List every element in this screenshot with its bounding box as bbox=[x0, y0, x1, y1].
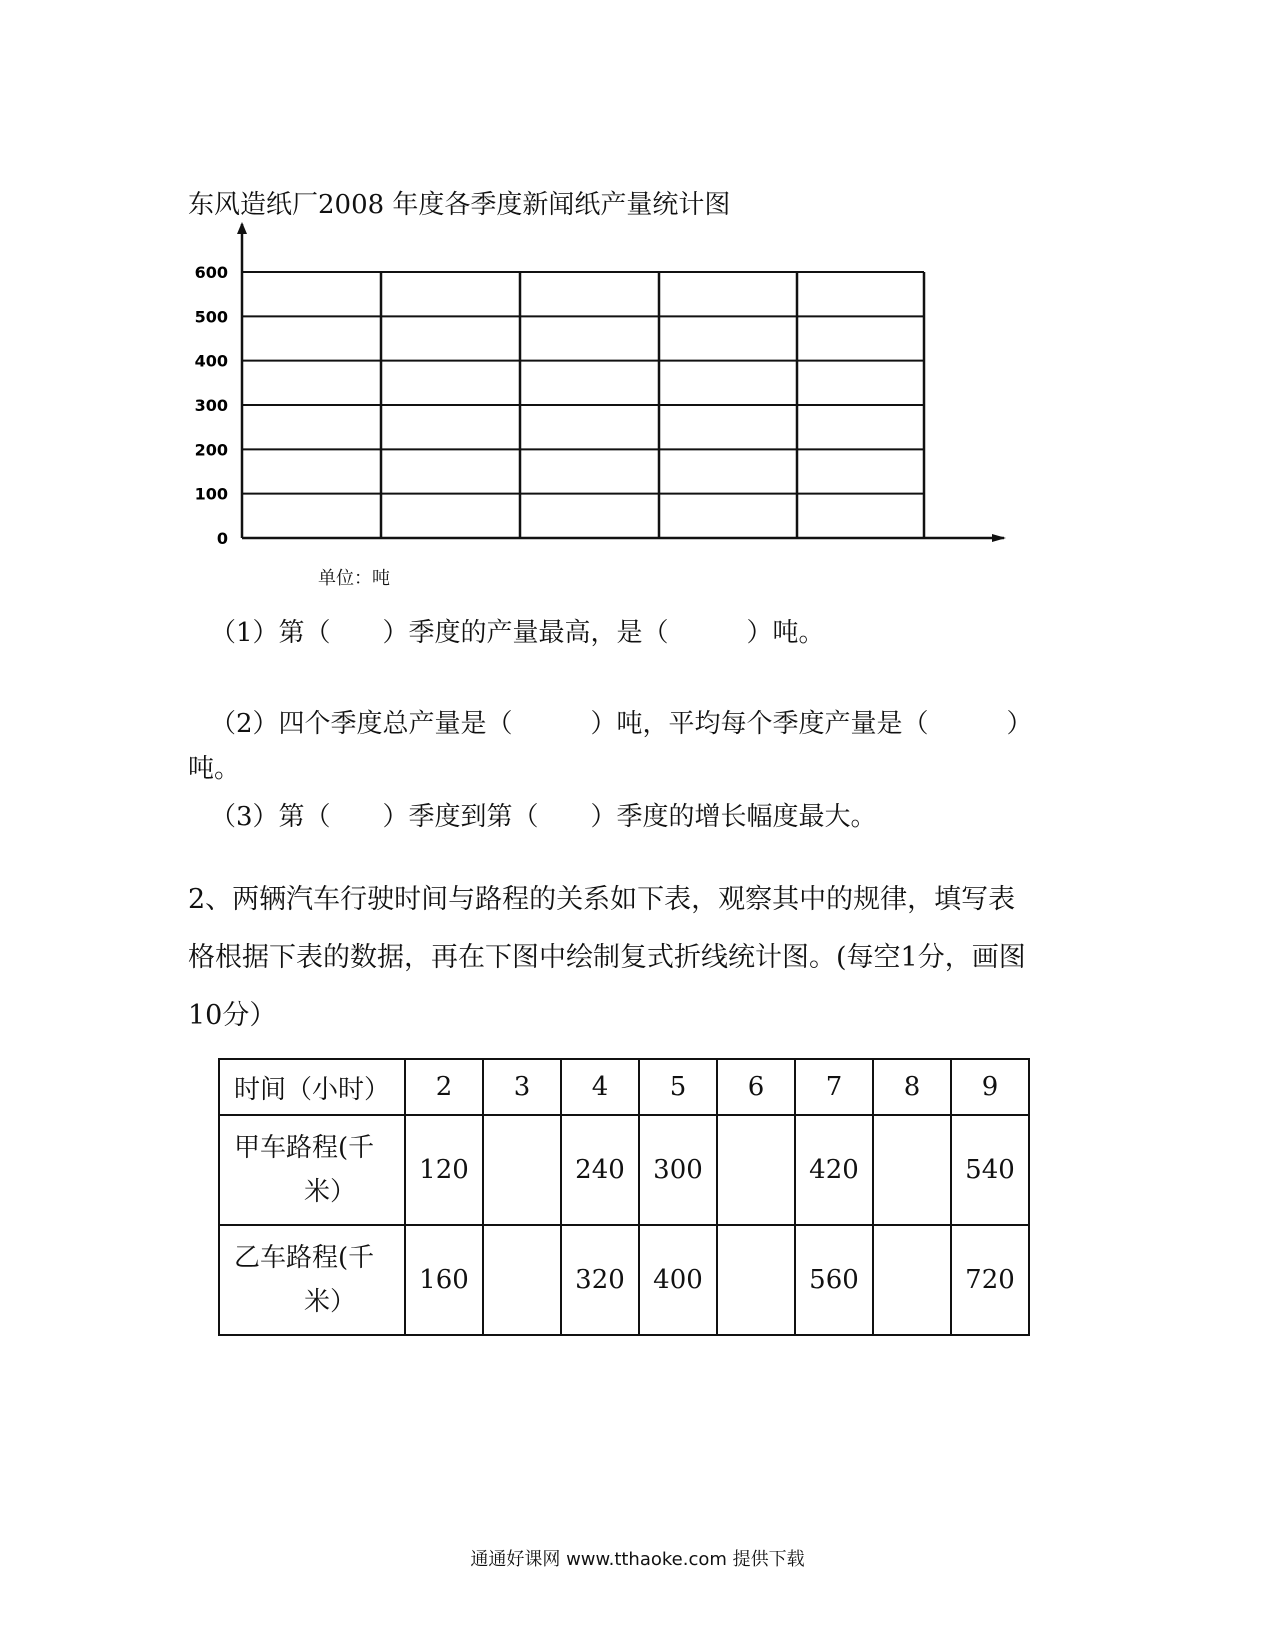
question-2-line-1: （2）四个季度总产量是（ ）吨，平均每个季度产量是（ ） bbox=[210, 709, 1033, 739]
y-axis-arrow-icon bbox=[237, 222, 247, 234]
distance-cell: 560 bbox=[795, 1225, 873, 1335]
distance-cell[interactable] bbox=[483, 1115, 561, 1225]
x-axis-arrow-icon bbox=[992, 534, 1006, 542]
row-label-car-a-line-2: 米） bbox=[304, 1177, 357, 1207]
footer: 通通好课网 www.tthaoke.com 提供下载 bbox=[470, 1549, 805, 1570]
table-row-car-a bbox=[219, 1115, 1029, 1225]
distance-cell: 720 bbox=[951, 1225, 1029, 1335]
question-2-line-2: 吨。 bbox=[188, 754, 241, 784]
distance-cell[interactable] bbox=[717, 1115, 795, 1225]
chart-title: 东风造纸厂2008 年度各季度新闻纸产量统计图 bbox=[188, 190, 731, 220]
hour-cell: 3 bbox=[483, 1059, 561, 1115]
y-tick-label: 500 bbox=[194, 307, 228, 327]
table-header-row bbox=[219, 1059, 1029, 1115]
distance-cell[interactable] bbox=[873, 1225, 951, 1335]
row-label-car-b bbox=[219, 1225, 405, 1335]
table-row-car-b bbox=[219, 1225, 1029, 1335]
y-tick-label: 0 bbox=[216, 529, 228, 548]
y-tick-label: 200 bbox=[194, 440, 228, 460]
chart-grid bbox=[242, 272, 924, 538]
distance-cell: 120 bbox=[405, 1115, 483, 1225]
distance-cell: 540 bbox=[951, 1115, 1029, 1225]
row-label-car-b-line-2: 米） bbox=[304, 1287, 357, 1317]
problem-2-line-1: 2、两辆汽车行驶时间与路程的关系如下表，观察其中的规律，填写表 bbox=[188, 884, 1016, 915]
distance-cell: 320 bbox=[561, 1225, 639, 1335]
hour-cell: 4 bbox=[561, 1059, 639, 1115]
distance-cell: 240 bbox=[561, 1115, 639, 1225]
distance-cell: 160 bbox=[405, 1225, 483, 1335]
hour-cell: 2 bbox=[405, 1059, 483, 1115]
distance-cell[interactable] bbox=[873, 1115, 951, 1225]
y-tick-label: 600 bbox=[194, 263, 228, 282]
hour-cell: 9 bbox=[951, 1059, 1029, 1115]
row-label-car-b-line-1: 乙车路程(千 bbox=[234, 1243, 375, 1273]
chart-y-tick-labels bbox=[195, 263, 228, 548]
problem-2-line-2: 格根据下表的数据，再在下图中绘制复式折线统计图。(每空1分，画图 bbox=[188, 942, 1026, 973]
distance-cell: 420 bbox=[795, 1115, 873, 1225]
hour-cell: 8 bbox=[873, 1059, 951, 1115]
distance-cell[interactable] bbox=[717, 1225, 795, 1335]
distance-cell: 400 bbox=[639, 1225, 717, 1335]
distance-cell[interactable] bbox=[483, 1225, 561, 1335]
hour-cell: 5 bbox=[639, 1059, 717, 1115]
question-3: （3）第（ ）季度到第（ ）季度的增长幅度最大。 bbox=[210, 802, 877, 832]
row-label-car-a bbox=[219, 1115, 405, 1225]
unit-label: 单位：吨 bbox=[318, 568, 390, 589]
problem-2-line-3: 10分） bbox=[188, 1000, 277, 1031]
hour-cell: 6 bbox=[717, 1059, 795, 1115]
y-tick-label: 300 bbox=[194, 396, 228, 415]
distance-cell: 300 bbox=[639, 1115, 717, 1225]
header-label: 时间（小时） bbox=[219, 1059, 405, 1115]
row-label-car-a-line-1: 甲车路程(千 bbox=[234, 1133, 375, 1163]
hour-cell: 7 bbox=[795, 1059, 873, 1115]
question-1: （1）第（ ）季度的产量最高，是（ ）吨。 bbox=[210, 618, 825, 648]
distance-table bbox=[218, 1058, 1030, 1336]
y-tick-label: 400 bbox=[194, 351, 228, 371]
production-chart bbox=[180, 220, 1040, 560]
y-tick-label: 100 bbox=[194, 484, 228, 504]
